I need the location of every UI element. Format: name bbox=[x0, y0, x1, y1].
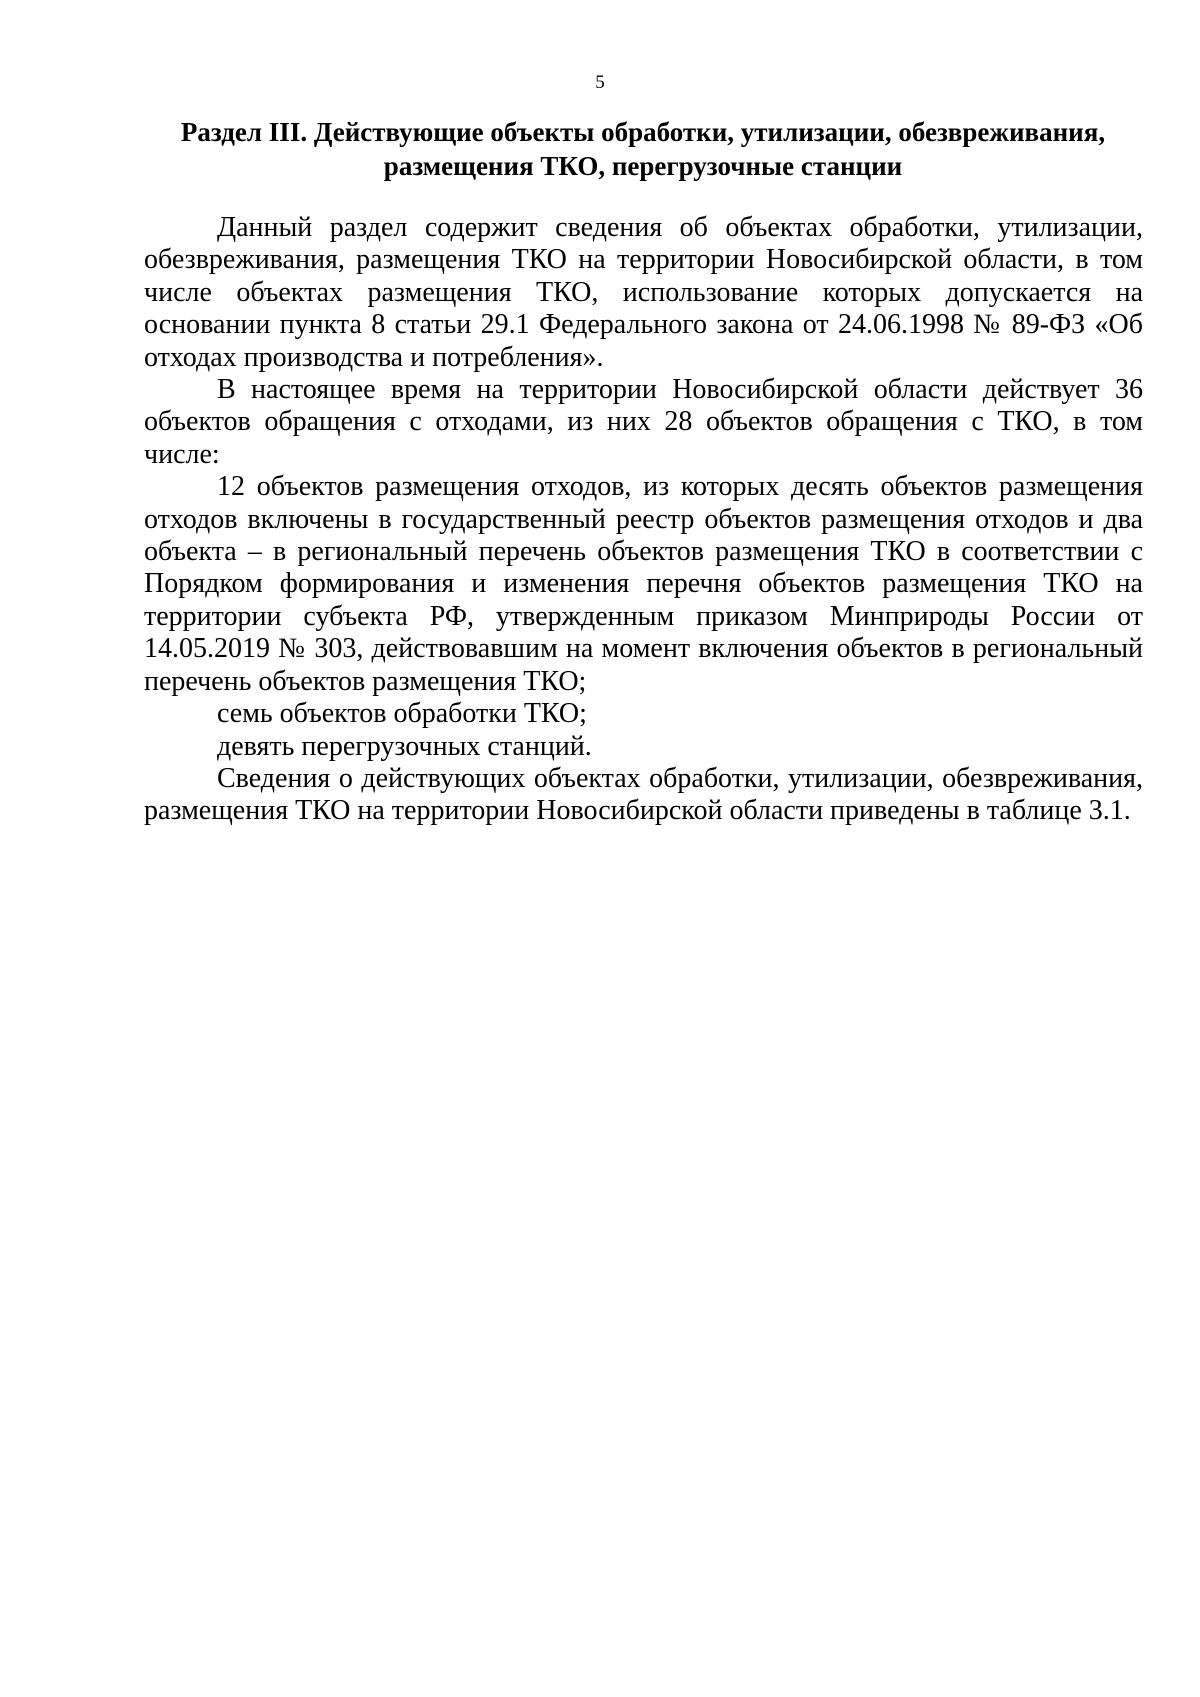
paragraph-processing-objects: семь объектов обработки ТКО; bbox=[217, 698, 587, 730]
section-heading-line-1: Раздел III. Действующие объекты обработки, утилизации, обезвреживания, bbox=[180, 117, 1106, 147]
paragraph-table-reference: Сведения о действующих объектах обработки, утилизации, обезвреживания, размещения ТКО на территории Новосибирской области приведены в таблице 3.1. bbox=[144, 762, 1143, 827]
paragraph-transfer-stations: девять перегрузочных станций. bbox=[217, 730, 592, 762]
section-heading-line-2: размещения ТКО, перегрузочные станции bbox=[383, 151, 903, 181]
page-number: 5 bbox=[595, 72, 605, 93]
paragraph-current-objects: В настоящее время на территории Новосибирской области действует 36 объектов обращения с отходами, из них 28 объектов обращения с ТКО, в том числе: bbox=[144, 374, 1143, 470]
section-heading bbox=[140, 115, 1146, 183]
body-text bbox=[144, 212, 1143, 828]
paragraph-disposal-objects: 12 объектов размещения отходов, из которых десять объектов размещения отходов включены в государственный реестр объектов размещения отходов и два объекта – в региональный перечень объектов размещения ТКО в соответствии с Порядком формирования и изменения перечня объектов размещения ТКО на территории субъекта РФ, утвержденным приказом Минприроды России от 14.05.2019 № 303, действовавшим на момент включения объектов в региональный перечень объектов размещения ТКО; bbox=[144, 471, 1143, 697]
paragraph-intro: Данный раздел содержит сведения об объектах обработки, утилизации, обезвреживания, размещения ТКО на территории Новосибирской области, в том числе объектах размещения ТКО, использование которых допускается на основании пункта 8 статьи 29.1 Федерального закона от 24.06.1998 № 89-ФЗ «Об отходах производства и потребления». bbox=[144, 212, 1143, 373]
